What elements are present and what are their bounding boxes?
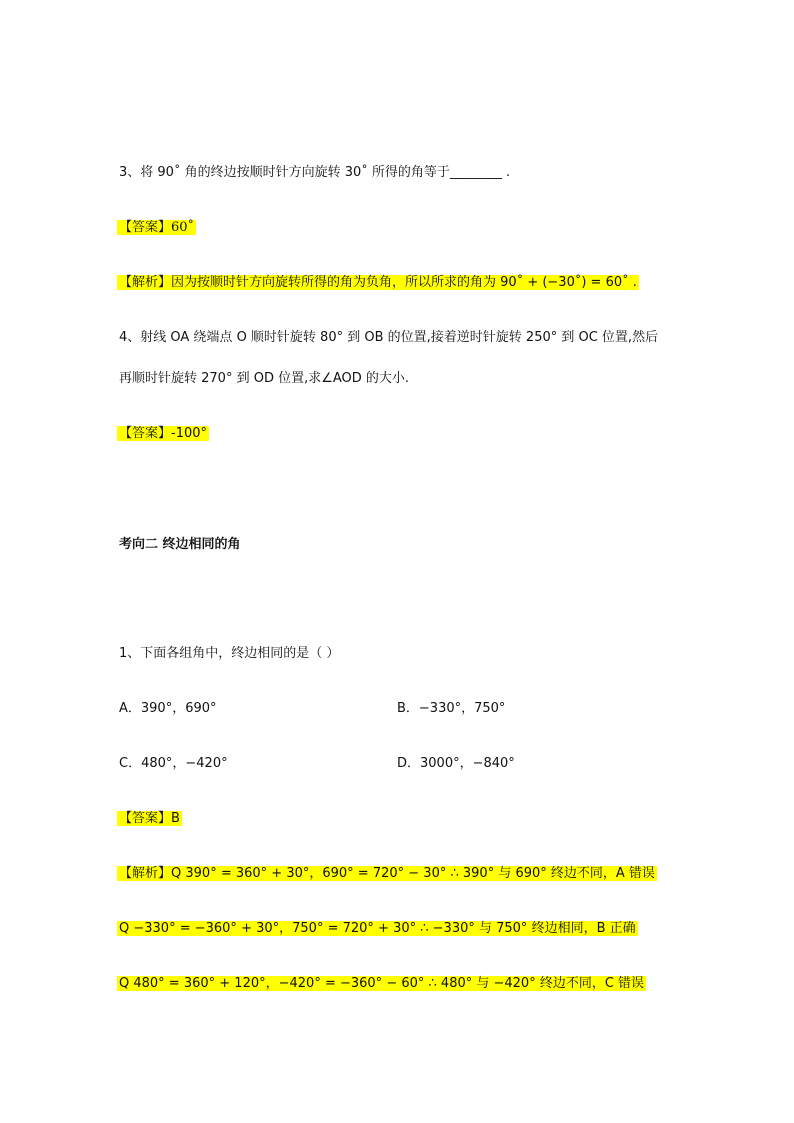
answer-value: 60˚ xyxy=(171,220,195,235)
option-b-text: B．−330°，750° xyxy=(397,701,506,716)
analysis-highlight xyxy=(117,976,646,991)
answer-value: B xyxy=(171,811,180,826)
option-d xyxy=(397,754,515,774)
analysis-label: 【解析】 xyxy=(119,866,172,881)
answer-highlight xyxy=(117,811,182,826)
analysis-text-1: Q 390° = 360° + 30°，690° = 720° − 30° ∴ 390° 与 690° 终边不同，A 错误 xyxy=(171,866,655,881)
question-3-answer xyxy=(119,218,196,238)
analysis-label: 【解析】 xyxy=(119,275,172,290)
question-3 xyxy=(119,163,510,183)
option-a-text: A．390°，690° xyxy=(119,701,217,716)
analysis-text-2: Q −330° = −360° + 30°，750° = 720° + 30° ∴ −330° 与 750° 终边相同，B 正确 xyxy=(119,921,636,936)
section-title: 考向二 终边相同的角 xyxy=(119,537,241,552)
answer-highlight xyxy=(117,426,209,441)
question-4-line-1 xyxy=(119,328,658,348)
question-4-text-2: 再顺时针旋转 270° 到 OD 位置,求∠AOD 的大小. xyxy=(119,371,410,386)
option-b xyxy=(397,699,505,719)
option-a xyxy=(119,699,217,719)
answer-label: 【答案】 xyxy=(119,220,172,235)
answer-label: 【答案】 xyxy=(119,811,172,826)
analysis-highlight xyxy=(117,275,639,290)
question-3-analysis xyxy=(119,273,639,293)
question-1-analysis-line-1 xyxy=(119,864,657,884)
analysis-highlight xyxy=(117,921,638,936)
question-3-text: 3、将 90˚ 角的终边按顺时针方向旋转 30˚ 所得的角等于________ . xyxy=(119,165,511,180)
analysis-highlight xyxy=(117,866,657,881)
section-heading xyxy=(119,535,241,555)
question-1-stem: 1、下面各组角中，终边相同的是（ ） xyxy=(119,646,340,661)
question-1-answer xyxy=(119,809,182,829)
answer-label: 【答案】 xyxy=(119,426,172,441)
question-4-line-2 xyxy=(119,369,409,389)
question-1 xyxy=(119,644,339,664)
question-4-text-1: 4、射线 OA 绕端点 O 顺时针旋转 80° 到 OB 的位置,接着逆时针旋转 250° 到 OC 位置,然后 xyxy=(119,330,659,345)
answer-value: -100° xyxy=(171,426,208,441)
option-c xyxy=(119,754,228,774)
option-d-text: D．3000°，−840° xyxy=(397,756,515,771)
option-c-text: C．480°，−420° xyxy=(119,756,228,771)
question-4-answer xyxy=(119,424,209,444)
analysis-text-3: Q 480° = 360° + 120°，−420° = −360° − 60° ∴ 480° 与 −420° 终边不同，C 错误 xyxy=(119,976,645,991)
question-1-analysis-line-3 xyxy=(119,974,646,994)
question-1-analysis-line-2 xyxy=(119,919,638,939)
analysis-text: 因为按顺时针方向旋转所得的角为负角，所以所求的角为 90˚ + (−30˚) = 60˚ . xyxy=(171,275,637,290)
answer-highlight xyxy=(117,220,196,235)
